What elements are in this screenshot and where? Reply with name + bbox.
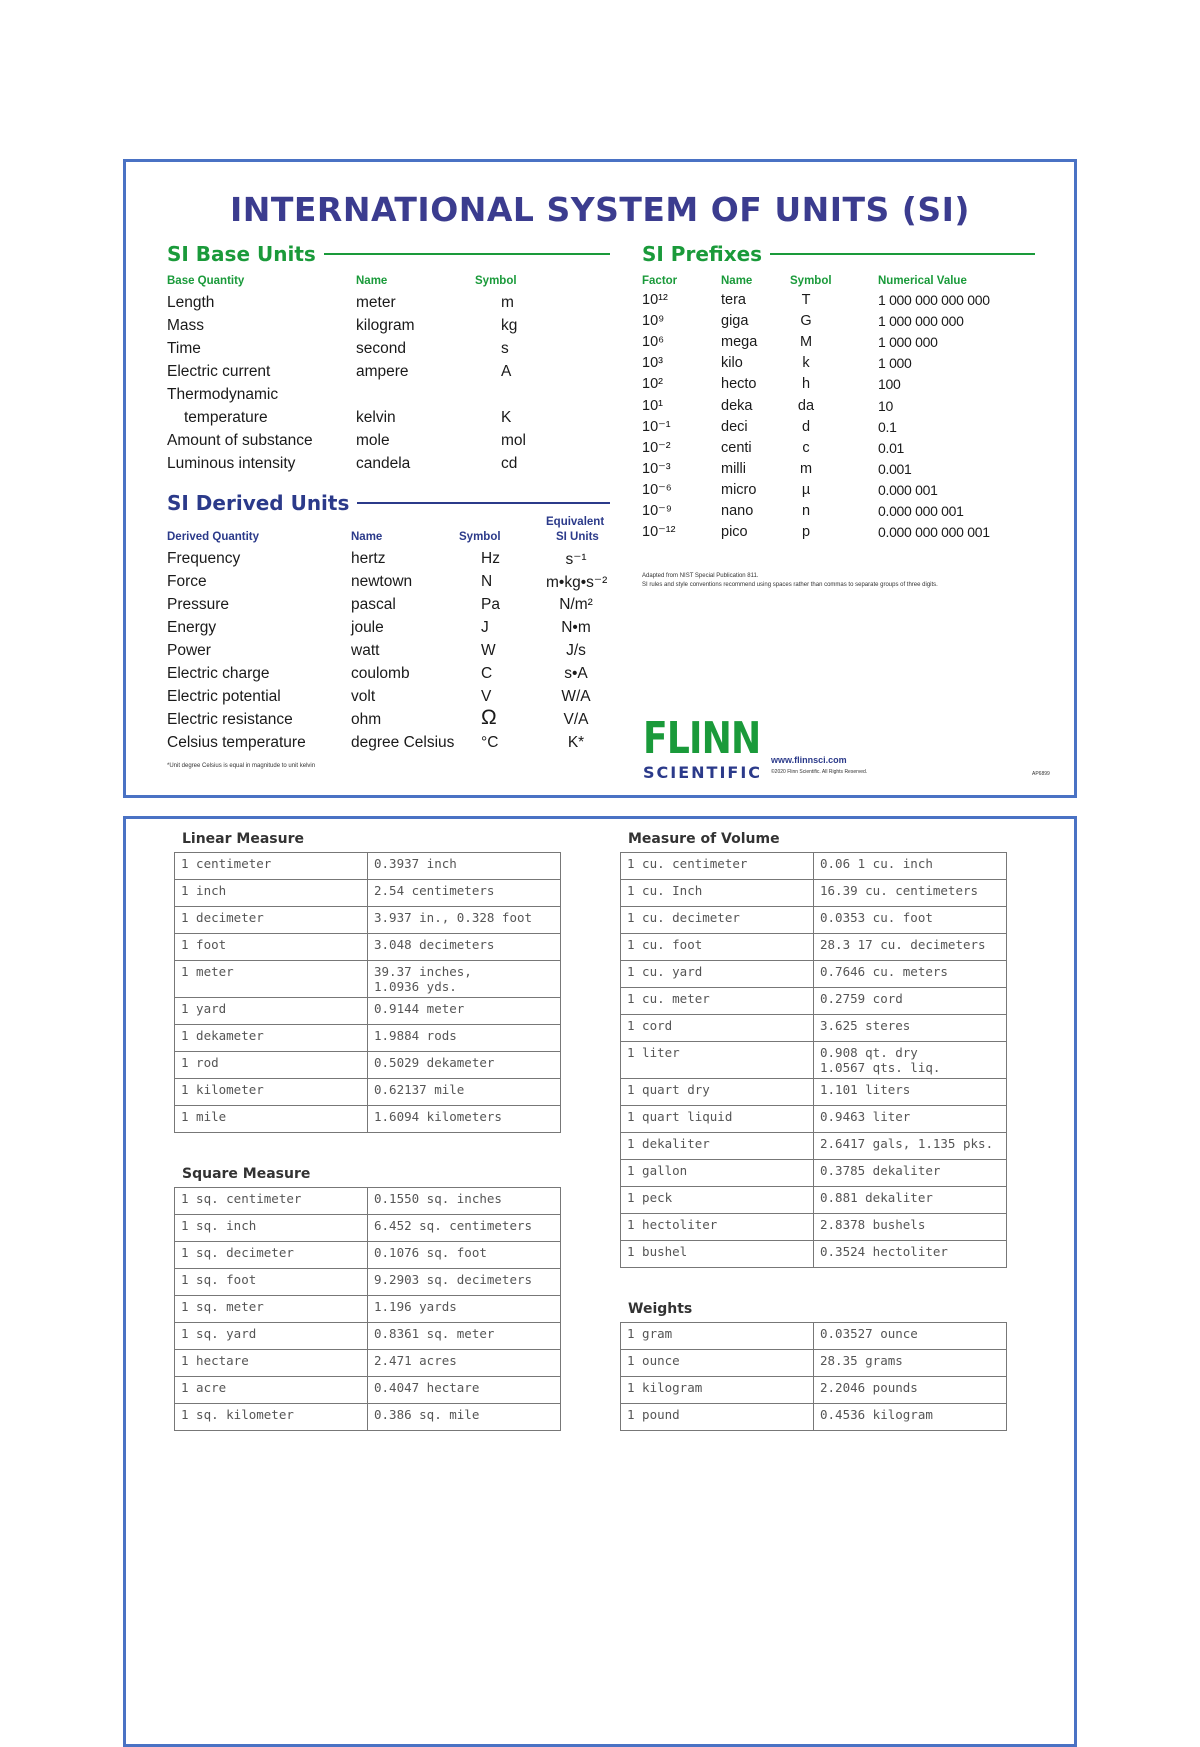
prefix-name: tera bbox=[721, 292, 746, 308]
equivalent-cell: 39.37 inches, 1.0936 yds. bbox=[368, 961, 561, 998]
derived-quantity: Power bbox=[167, 642, 211, 659]
unit-cell: 1 hectare bbox=[175, 1350, 368, 1377]
unit-cell: 1 dekameter bbox=[175, 1025, 368, 1052]
table-row bbox=[175, 1323, 561, 1350]
table-row bbox=[175, 1377, 561, 1404]
table-row bbox=[175, 1296, 561, 1323]
derived-equivalent: s•A bbox=[564, 665, 588, 682]
unit-cell: 1 quart liquid bbox=[621, 1106, 814, 1133]
equivalent-cell: 0.0353 cu. foot bbox=[814, 907, 1007, 934]
prefix-symbol: d bbox=[801, 418, 811, 435]
unit-cell: 1 dekaliter bbox=[621, 1133, 814, 1160]
prefix-value: 0.000 000 000 001 bbox=[878, 524, 990, 541]
table-row bbox=[621, 1404, 1007, 1431]
derived-quantity: Celsius temperature bbox=[167, 734, 306, 751]
equivalent-cell: 9.2903 sq. decimeters bbox=[368, 1269, 561, 1296]
table-row bbox=[621, 1106, 1007, 1133]
prefix-symbol: n bbox=[801, 503, 811, 519]
unit-cell: 1 bushel bbox=[621, 1241, 814, 1268]
prefix-col-header: Name bbox=[721, 275, 753, 287]
square-measure-heading: Square Measure bbox=[182, 1166, 311, 1182]
base-quantity: Time bbox=[167, 340, 201, 357]
prefix-symbol: µ bbox=[801, 481, 811, 498]
derived-col-header: Name bbox=[351, 531, 383, 543]
derived-name: pascal bbox=[351, 596, 396, 613]
equivalent-cell: 0.881 dekaliter bbox=[814, 1187, 1007, 1214]
base-units-rule bbox=[324, 253, 610, 255]
derived-equivalent: N•m bbox=[561, 619, 591, 636]
base-symbol: s bbox=[501, 340, 509, 357]
unit-cell: 1 gram bbox=[621, 1323, 814, 1350]
derived-name: ohm bbox=[351, 711, 382, 728]
prefix-value: 10 bbox=[878, 397, 893, 414]
prefixes-heading: SI Prefixes bbox=[642, 242, 1035, 266]
weights-heading: Weights bbox=[628, 1301, 693, 1317]
equivalent-cell: 2.54 centimeters bbox=[368, 880, 561, 907]
derived-symbol: W bbox=[481, 642, 496, 659]
unit-cell: 1 inch bbox=[175, 880, 368, 907]
base-name: ampere bbox=[356, 363, 409, 380]
table-row bbox=[175, 1269, 561, 1296]
weights-table bbox=[620, 1322, 1007, 1431]
derived-symbol: Ω bbox=[481, 706, 497, 729]
prefix-factor: 10¹ bbox=[642, 397, 663, 414]
table-row bbox=[621, 880, 1007, 907]
equivalent-cell: 2.8378 bushels bbox=[814, 1214, 1007, 1241]
unit-cell: 1 cu. decimeter bbox=[621, 907, 814, 934]
table-row bbox=[621, 853, 1007, 880]
equivalent-cell: 0.7646 cu. meters bbox=[814, 961, 1007, 988]
prefix-factor: 10¹² bbox=[642, 292, 668, 308]
derived-symbol: Pa bbox=[481, 596, 500, 613]
prefix-value: 0.000 001 bbox=[878, 481, 938, 498]
table-row bbox=[175, 1052, 561, 1079]
prefix-value: 1 000 bbox=[878, 355, 912, 372]
unit-cell: 1 decimeter bbox=[175, 907, 368, 934]
equivalent-cell: 1.9884 rods bbox=[368, 1025, 561, 1052]
prefix-factor: 10⁻³ bbox=[642, 460, 671, 477]
equivalent-cell: 0.4536 kilogram bbox=[814, 1404, 1007, 1431]
derived-name: joule bbox=[351, 619, 384, 636]
table-row bbox=[621, 1042, 1007, 1079]
unit-cell: 1 cu. foot bbox=[621, 934, 814, 961]
unit-cell: 1 cord bbox=[621, 1015, 814, 1042]
prefix-factor: 10⁻⁶ bbox=[642, 481, 672, 498]
prefix-factor: 10⁻⁹ bbox=[642, 503, 672, 519]
prefix-factor: 10⁻¹ bbox=[642, 418, 671, 435]
unit-cell: 1 cu. yard bbox=[621, 961, 814, 988]
derived-footnote: *Unit degree Celsius is equal in magnitude to unit kelvin bbox=[167, 763, 316, 769]
derived-symbol: J bbox=[481, 619, 489, 636]
prefix-name: deci bbox=[721, 418, 748, 435]
base-symbol: cd bbox=[501, 455, 518, 472]
base-name: meter bbox=[356, 294, 396, 311]
derived-equivalent: m•kg•s⁻² bbox=[546, 574, 608, 591]
prefix-symbol: m bbox=[799, 460, 813, 477]
table-row bbox=[175, 1025, 561, 1052]
unit-cell: 1 sq. centimeter bbox=[175, 1188, 368, 1215]
flinn-logo: FLINN SCIENTIFIC bbox=[643, 713, 763, 782]
prefix-name: micro bbox=[721, 481, 757, 498]
unit-cell: 1 cu. meter bbox=[621, 988, 814, 1015]
base-quantity: Thermodynamic bbox=[167, 386, 279, 403]
equivalent-cell: 0.1550 sq. inches bbox=[368, 1188, 561, 1215]
derived-quantity: Energy bbox=[167, 619, 217, 636]
derived-col-header: SI Units bbox=[556, 531, 599, 543]
equivalent-cell: 0.2759 cord bbox=[814, 988, 1007, 1015]
linear-measure-heading: Linear Measure bbox=[182, 831, 304, 847]
equivalent-cell: 2.2046 pounds bbox=[814, 1377, 1007, 1404]
prefix-factor: 10³ bbox=[642, 355, 663, 372]
equivalent-cell: 0.03527 ounce bbox=[814, 1323, 1007, 1350]
table-row bbox=[175, 1188, 561, 1215]
table-row bbox=[175, 961, 561, 998]
derived-equivalent: V/A bbox=[563, 711, 589, 728]
derived-symbol: C bbox=[481, 665, 493, 682]
equivalent-cell: 28.3 17 cu. decimeters bbox=[814, 934, 1007, 961]
prefix-name: centi bbox=[721, 439, 752, 456]
base-symbol: K bbox=[501, 409, 512, 426]
base-col-header: Base Quantity bbox=[167, 275, 245, 287]
equivalent-cell: 1.6094 kilometers bbox=[368, 1106, 561, 1133]
base-quantity: Length bbox=[167, 294, 215, 311]
base-symbol: kg bbox=[501, 317, 518, 334]
equivalent-cell: 6.452 sq. centimeters bbox=[368, 1215, 561, 1242]
square-measure-table bbox=[174, 1187, 561, 1431]
derived-name: hertz bbox=[351, 550, 386, 567]
derived-equivalent: s⁻¹ bbox=[565, 551, 587, 568]
catalog-code: AP6899 bbox=[1032, 771, 1050, 777]
table-row bbox=[175, 880, 561, 907]
base-col-header: Symbol bbox=[475, 275, 517, 287]
table-row bbox=[175, 934, 561, 961]
equivalent-cell: 0.3785 dekaliter bbox=[814, 1160, 1007, 1187]
table-row bbox=[621, 1377, 1007, 1404]
prefix-symbol: p bbox=[801, 524, 811, 541]
table-row bbox=[175, 907, 561, 934]
base-name: candela bbox=[356, 455, 411, 472]
derived-units-rule bbox=[357, 502, 610, 504]
unit-cell: 1 quart dry bbox=[621, 1079, 814, 1106]
prefix-name: nano bbox=[721, 503, 754, 519]
table-row bbox=[175, 853, 561, 880]
prefix-value: 0.1 bbox=[878, 418, 897, 435]
derived-units-heading: SI Derived Units bbox=[167, 491, 610, 515]
table-row bbox=[621, 988, 1007, 1015]
linear-measure-table bbox=[174, 852, 561, 1133]
table-row bbox=[175, 998, 561, 1025]
equivalent-cell: 0.1076 sq. foot bbox=[368, 1242, 561, 1269]
derived-quantity: Electric charge bbox=[167, 665, 270, 682]
prefixes-rule bbox=[770, 253, 1035, 255]
unit-cell: 1 acre bbox=[175, 1377, 368, 1404]
base-symbol: mol bbox=[501, 432, 526, 449]
base-name: mole bbox=[356, 432, 390, 449]
prefix-factor: 10⁻² bbox=[642, 439, 671, 456]
equivalent-cell: 0.908 qt. dry 1.0567 qts. liq. bbox=[814, 1042, 1007, 1079]
unit-cell: 1 ounce bbox=[621, 1350, 814, 1377]
prefix-value: 0.01 bbox=[878, 439, 905, 456]
table-row bbox=[621, 1160, 1007, 1187]
equivalent-cell: 1.196 yards bbox=[368, 1296, 561, 1323]
prefix-name: hecto bbox=[721, 376, 757, 393]
table-row bbox=[621, 1187, 1007, 1214]
unit-cell: 1 sq. inch bbox=[175, 1215, 368, 1242]
prefix-symbol: h bbox=[801, 376, 811, 393]
table-row bbox=[175, 1215, 561, 1242]
prefix-value: 0.000 000 001 bbox=[878, 503, 964, 519]
prefix-col-header: Factor bbox=[642, 275, 678, 287]
derived-equivalent: N/m² bbox=[559, 596, 593, 613]
derived-equivalent: J/s bbox=[566, 642, 586, 659]
base-quantity: Electric current bbox=[167, 363, 271, 380]
derived-symbol: N bbox=[481, 573, 493, 590]
equivalent-cell: 0.9463 liter bbox=[814, 1106, 1007, 1133]
table-row bbox=[621, 1214, 1007, 1241]
unit-cell: 1 centimeter bbox=[175, 853, 368, 880]
prefix-name: deka bbox=[721, 397, 753, 414]
equivalent-cell: 28.35 grams bbox=[814, 1350, 1007, 1377]
prefix-factor: 10⁹ bbox=[642, 313, 665, 330]
brand-copyright: ©2020 Flinn Scientific. All Rights Reserved. bbox=[771, 769, 868, 775]
prefix-name: mega bbox=[721, 334, 758, 351]
equivalent-cell: 0.3937 inch bbox=[368, 853, 561, 880]
table-row bbox=[175, 1079, 561, 1106]
equivalent-cell: 0.386 sq. mile bbox=[368, 1404, 561, 1431]
equivalent-cell: 2.6417 gals, 1.135 pks. bbox=[814, 1133, 1007, 1160]
prefix-factor: 10⁶ bbox=[642, 334, 665, 351]
volume-measure-heading: Measure of Volume bbox=[628, 831, 780, 847]
si-units-card bbox=[123, 159, 1077, 798]
unit-cell: 1 hectoliter bbox=[621, 1214, 814, 1241]
table-row bbox=[621, 1323, 1007, 1350]
unit-cell: 1 pound bbox=[621, 1404, 814, 1431]
unit-cell: 1 sq. yard bbox=[175, 1323, 368, 1350]
equivalent-cell: 0.4047 hectare bbox=[368, 1377, 561, 1404]
brand-url[interactable]: www.flinnsci.com bbox=[771, 755, 847, 765]
volume-measure-table bbox=[620, 852, 1007, 1268]
derived-symbol: V bbox=[481, 688, 492, 705]
base-quantity: temperature bbox=[184, 409, 268, 426]
equivalent-cell: 0.5029 dekameter bbox=[368, 1052, 561, 1079]
base-name: kelvin bbox=[356, 409, 396, 426]
prefix-symbol: T bbox=[801, 292, 811, 308]
derived-quantity: Electric resistance bbox=[167, 711, 293, 728]
base-quantity: Amount of substance bbox=[167, 432, 313, 449]
equivalent-cell: 3.625 steres bbox=[814, 1015, 1007, 1042]
base-symbol: A bbox=[501, 363, 512, 380]
table-row bbox=[621, 1079, 1007, 1106]
unit-cell: 1 gallon bbox=[621, 1160, 814, 1187]
base-name: kilogram bbox=[356, 317, 415, 334]
base-symbol: m bbox=[501, 294, 514, 311]
unit-cell: 1 sq. decimeter bbox=[175, 1242, 368, 1269]
unit-cell: 1 meter bbox=[175, 961, 368, 998]
table-row bbox=[621, 1015, 1007, 1042]
base-col-header: Name bbox=[356, 275, 388, 287]
table-row bbox=[621, 934, 1007, 961]
derived-symbol: °C bbox=[481, 734, 499, 751]
unit-cell: 1 mile bbox=[175, 1106, 368, 1133]
prefix-name: milli bbox=[721, 460, 746, 477]
equivalent-cell: 16.39 cu. centimeters bbox=[814, 880, 1007, 907]
base-quantity: Luminous intensity bbox=[167, 455, 296, 472]
derived-col-header: Derived Quantity bbox=[167, 531, 260, 543]
prefixes-note-source: Adapted from NIST Special Publication 811. bbox=[642, 573, 759, 579]
prefix-symbol: G bbox=[800, 313, 812, 330]
table-row bbox=[175, 1350, 561, 1377]
table-row bbox=[175, 1404, 561, 1431]
equivalent-cell: 2.471 acres bbox=[368, 1350, 561, 1377]
prefix-name: pico bbox=[721, 524, 748, 541]
derived-name: watt bbox=[351, 642, 380, 659]
conversion-tables-card bbox=[123, 816, 1077, 1747]
derived-name: volt bbox=[351, 688, 376, 705]
table-row bbox=[621, 907, 1007, 934]
prefix-value: 100 bbox=[878, 376, 901, 393]
unit-cell: 1 sq. kilometer bbox=[175, 1404, 368, 1431]
derived-quantity: Electric potential bbox=[167, 688, 281, 705]
derived-quantity: Force bbox=[167, 573, 207, 590]
table-row bbox=[621, 1350, 1007, 1377]
prefix-factor: 10⁻¹² bbox=[642, 524, 676, 541]
unit-cell: 1 rod bbox=[175, 1052, 368, 1079]
derived-equivalent: W/A bbox=[561, 688, 591, 705]
unit-cell: 1 cu. Inch bbox=[621, 880, 814, 907]
equivalent-cell: 0.8361 sq. meter bbox=[368, 1323, 561, 1350]
prefix-symbol: da bbox=[797, 397, 815, 414]
prefix-value: 1 000 000 000 000 bbox=[878, 292, 990, 308]
unit-cell: 1 sq. foot bbox=[175, 1269, 368, 1296]
base-quantity: Mass bbox=[167, 317, 205, 334]
derived-quantity: Pressure bbox=[167, 596, 230, 613]
derived-name: degree Celsius bbox=[351, 734, 455, 751]
unit-cell: 1 kilogram bbox=[621, 1377, 814, 1404]
unit-cell: 1 liter bbox=[621, 1042, 814, 1079]
derived-quantity: Frequency bbox=[167, 550, 241, 567]
table-row bbox=[175, 1106, 561, 1133]
unit-cell: 1 sq. meter bbox=[175, 1296, 368, 1323]
prefix-factor: 10² bbox=[642, 376, 663, 393]
derived-col-header: Symbol bbox=[459, 531, 501, 543]
table-row bbox=[621, 961, 1007, 988]
prefix-symbol: M bbox=[799, 334, 813, 351]
equivalent-cell: 3.937 in., 0.328 foot bbox=[368, 907, 561, 934]
equivalent-cell: 0.62137 mile bbox=[368, 1079, 561, 1106]
base-units-heading: SI Base Units bbox=[167, 242, 610, 266]
prefix-symbol: c bbox=[802, 439, 810, 456]
page-title: INTERNATIONAL SYSTEM OF UNITS (SI) bbox=[229, 190, 971, 229]
equivalent-cell: 0.3524 hectoliter bbox=[814, 1241, 1007, 1268]
derived-equivalent: K* bbox=[567, 734, 585, 751]
equivalent-cell: 0.06 1 cu. inch bbox=[814, 853, 1007, 880]
derived-symbol: Hz bbox=[481, 550, 500, 567]
table-row bbox=[621, 1241, 1007, 1268]
unit-cell: 1 kilometer bbox=[175, 1079, 368, 1106]
prefix-col-header: Symbol bbox=[790, 275, 832, 287]
prefix-value: 1 000 000 000 bbox=[878, 313, 964, 330]
base-name: second bbox=[356, 340, 406, 357]
prefix-name: kilo bbox=[721, 355, 743, 372]
unit-cell: 1 cu. centimeter bbox=[621, 853, 814, 880]
equivalent-cell: 3.048 decimeters bbox=[368, 934, 561, 961]
equivalent-cell: 0.9144 meter bbox=[368, 998, 561, 1025]
table-row bbox=[175, 1242, 561, 1269]
prefix-value: 0.001 bbox=[878, 460, 912, 477]
prefix-value: 1 000 000 bbox=[878, 334, 938, 351]
derived-name: coulomb bbox=[351, 665, 410, 682]
unit-cell: 1 foot bbox=[175, 934, 368, 961]
prefix-symbol: k bbox=[802, 355, 810, 372]
prefix-col-header: Numerical Value bbox=[878, 275, 967, 287]
unit-cell: 1 yard bbox=[175, 998, 368, 1025]
derived-col-header: Equivalent bbox=[546, 516, 605, 528]
prefix-name: giga bbox=[721, 313, 749, 330]
unit-cell: 1 peck bbox=[621, 1187, 814, 1214]
equivalent-cell: 1.101 liters bbox=[814, 1079, 1007, 1106]
table-row bbox=[621, 1133, 1007, 1160]
prefixes-note-style: SI rules and style conventions recommend using spaces rather than commas to separate groups of three digits. bbox=[642, 582, 938, 588]
derived-name: newtown bbox=[351, 573, 413, 590]
